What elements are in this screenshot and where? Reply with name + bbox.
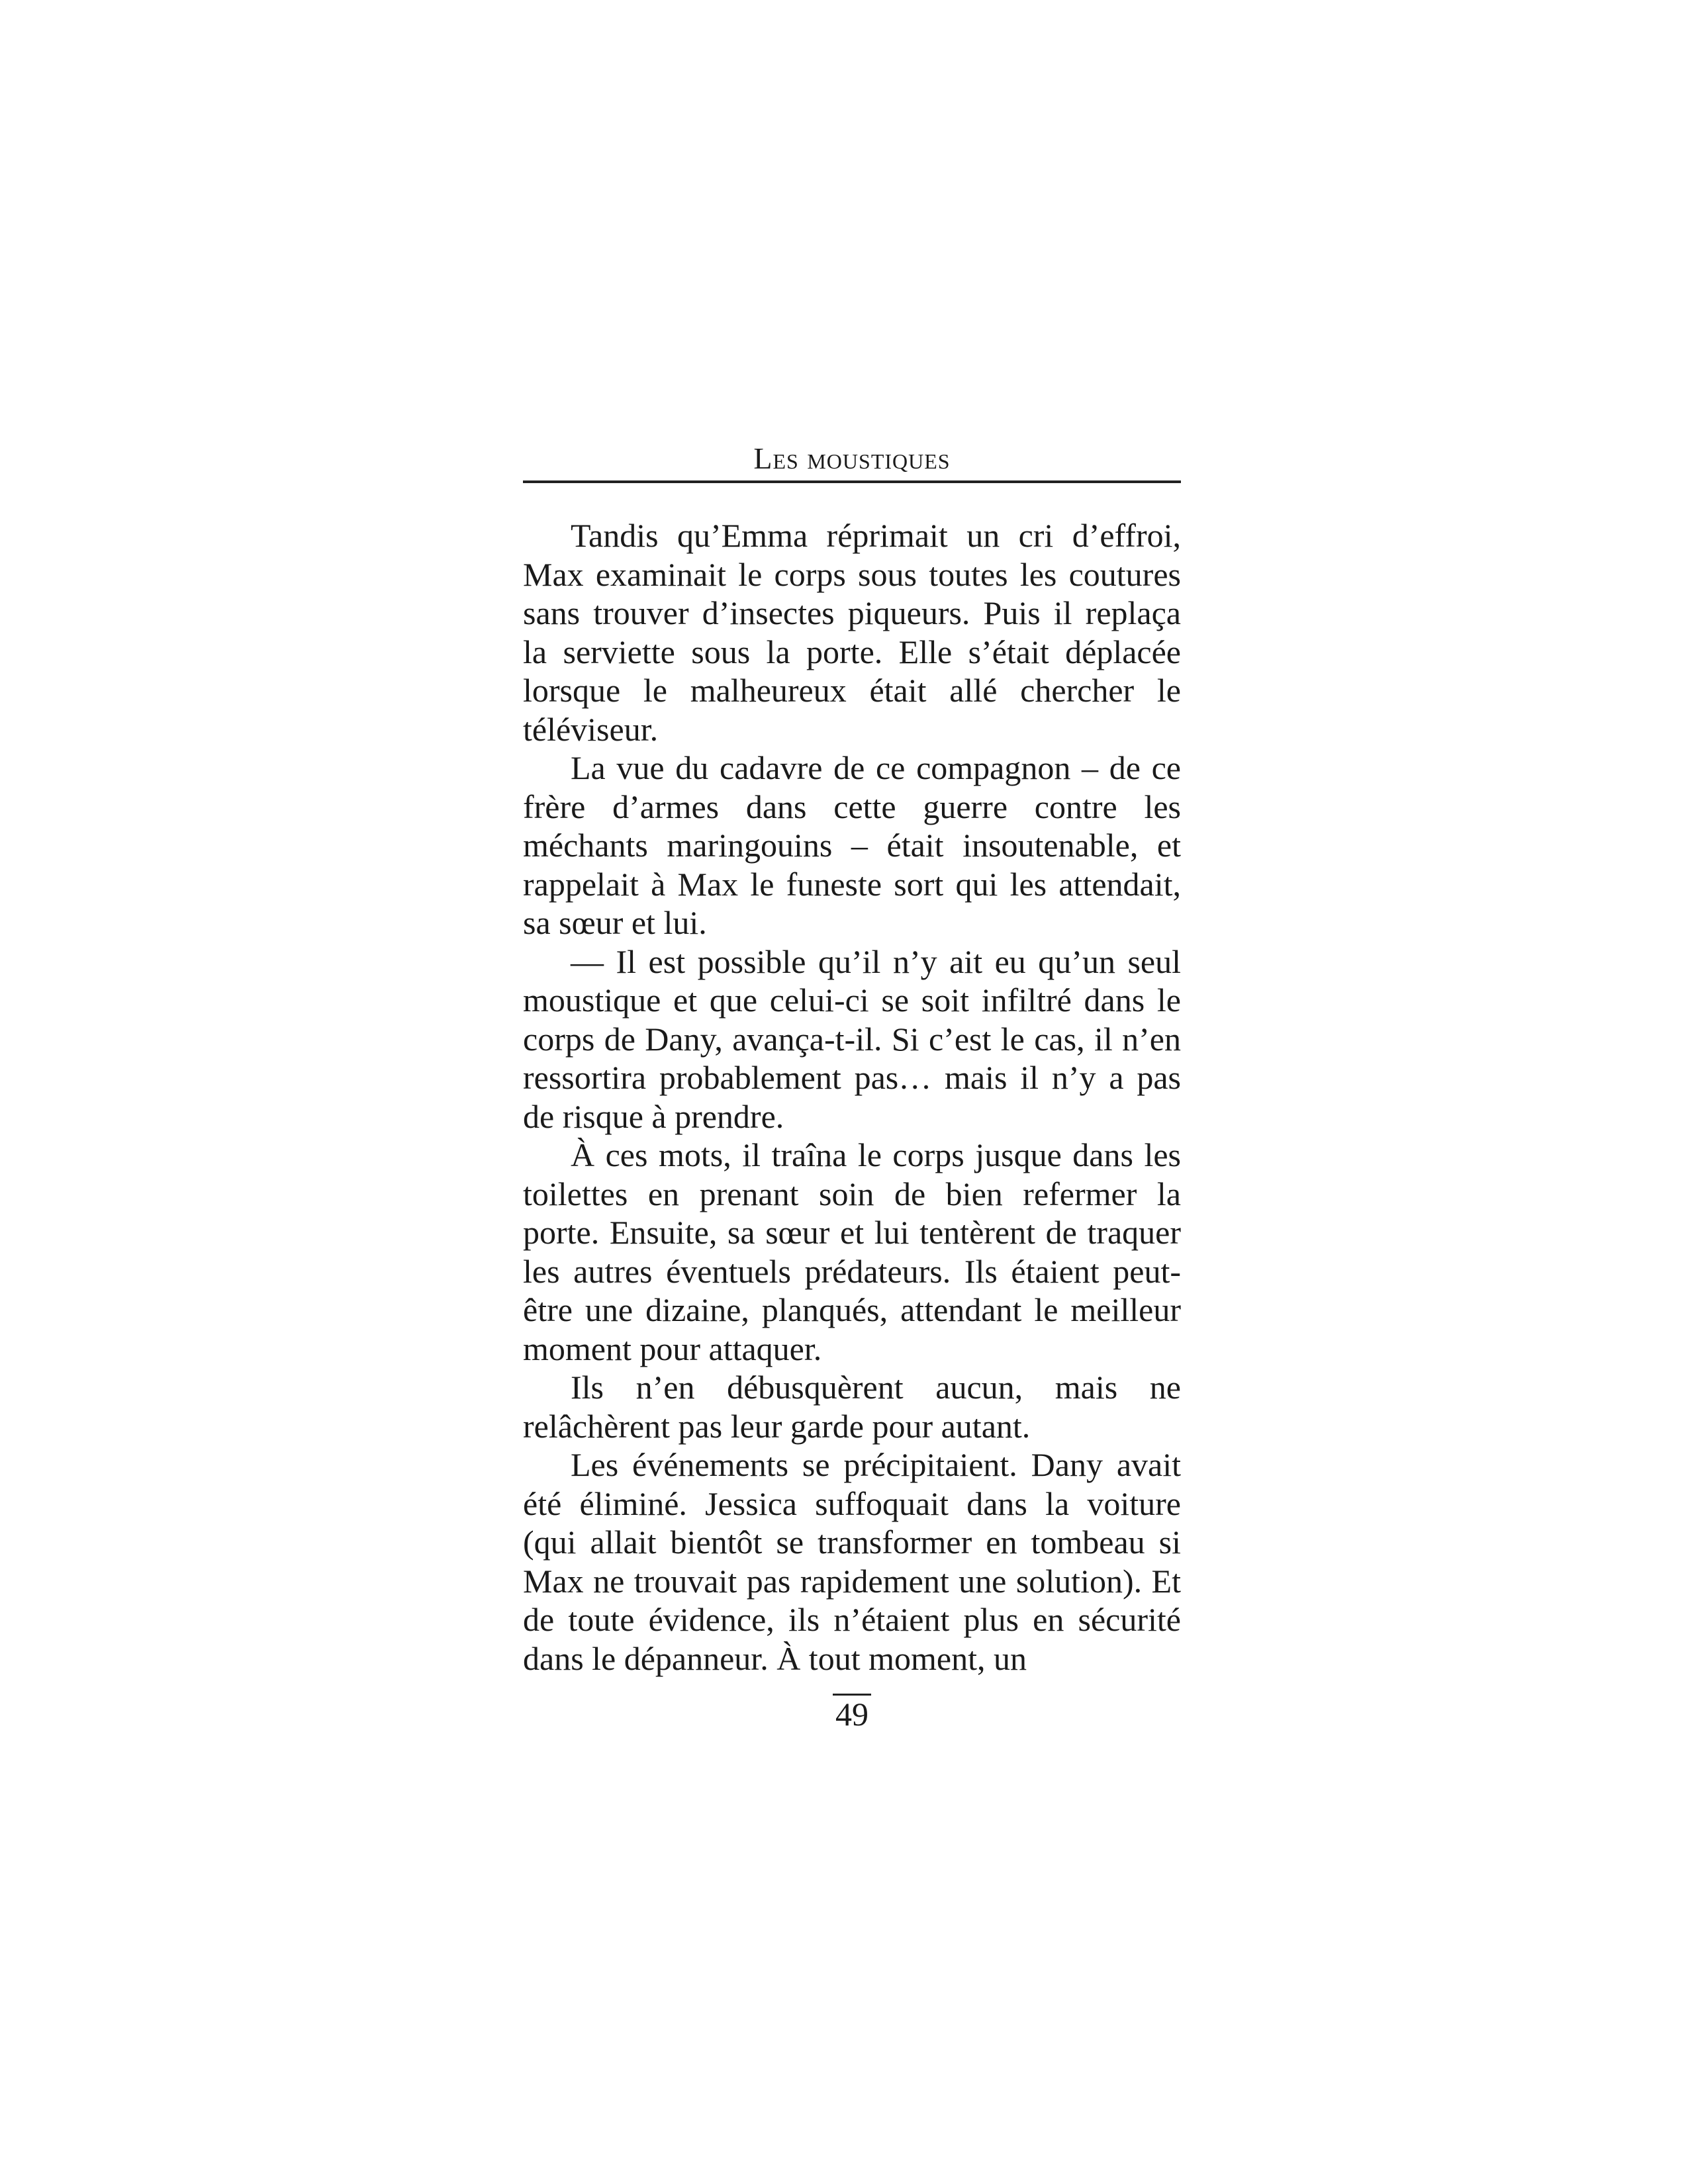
paragraph: Ils n’en débusquèrent aucun, mais ne relâchèrent pas leur garde pour autant.: [523, 1369, 1181, 1445]
page-number-label: 49: [833, 1694, 871, 1733]
paragraph: À ces mots, il traîna le corps jusque dans les toilettes en prenant soin de bien refermer la porte. Ensuite, sa sœur et lui tentèrent de traquer les autres éventuels prédateurs. Ils étaient peut-être une dizaine, planqués, attendant le meilleur moment pour attaquer.: [523, 1136, 1181, 1367]
running-header-title: Les moustiques: [753, 441, 951, 475]
paragraph: Tandis qu’Emma réprimait un cri d’effroi, Max examinait le corps sous toutes les coutures sans trouver d’insectes piqueurs. Puis il replaça la serviette sous la porte. Elle s’était déplacée lorsque le malheureux était allé chercher le téléviseur.: [523, 517, 1181, 748]
paragraph: — Il est possible qu’il n’y ait eu qu’un seul moustique et que celui-ci se soit infiltré dans le corps de Dany, avança-t-il. Si c’est le cas, il n’en ressortira probablement pas… mais il n’y a pas de risque à prendre.: [523, 942, 1181, 1135]
page-number: [808, 1694, 896, 1734]
paragraph: La vue du cadavre de ce compagnon – de ce frère d’armes dans cette guerre contre les méchants maringouins – était insoutenable, et rappelait à Max le funeste sort qui les attendait, sa sœur et lui.: [523, 749, 1181, 941]
running-header: [523, 437, 1181, 483]
paragraph: Les événements se précipitaient. Dany avait été éliminé. Jessica suffoquait dans la voiture (qui allait bientôt se transformer en tombeau si Max ne trouvait pas rapidement une solution). Et de toute évidence, ils n’étaient plus en sécurité dans le dépanneur. À tout moment, un: [523, 1446, 1181, 1677]
body-text: [523, 516, 1181, 1678]
